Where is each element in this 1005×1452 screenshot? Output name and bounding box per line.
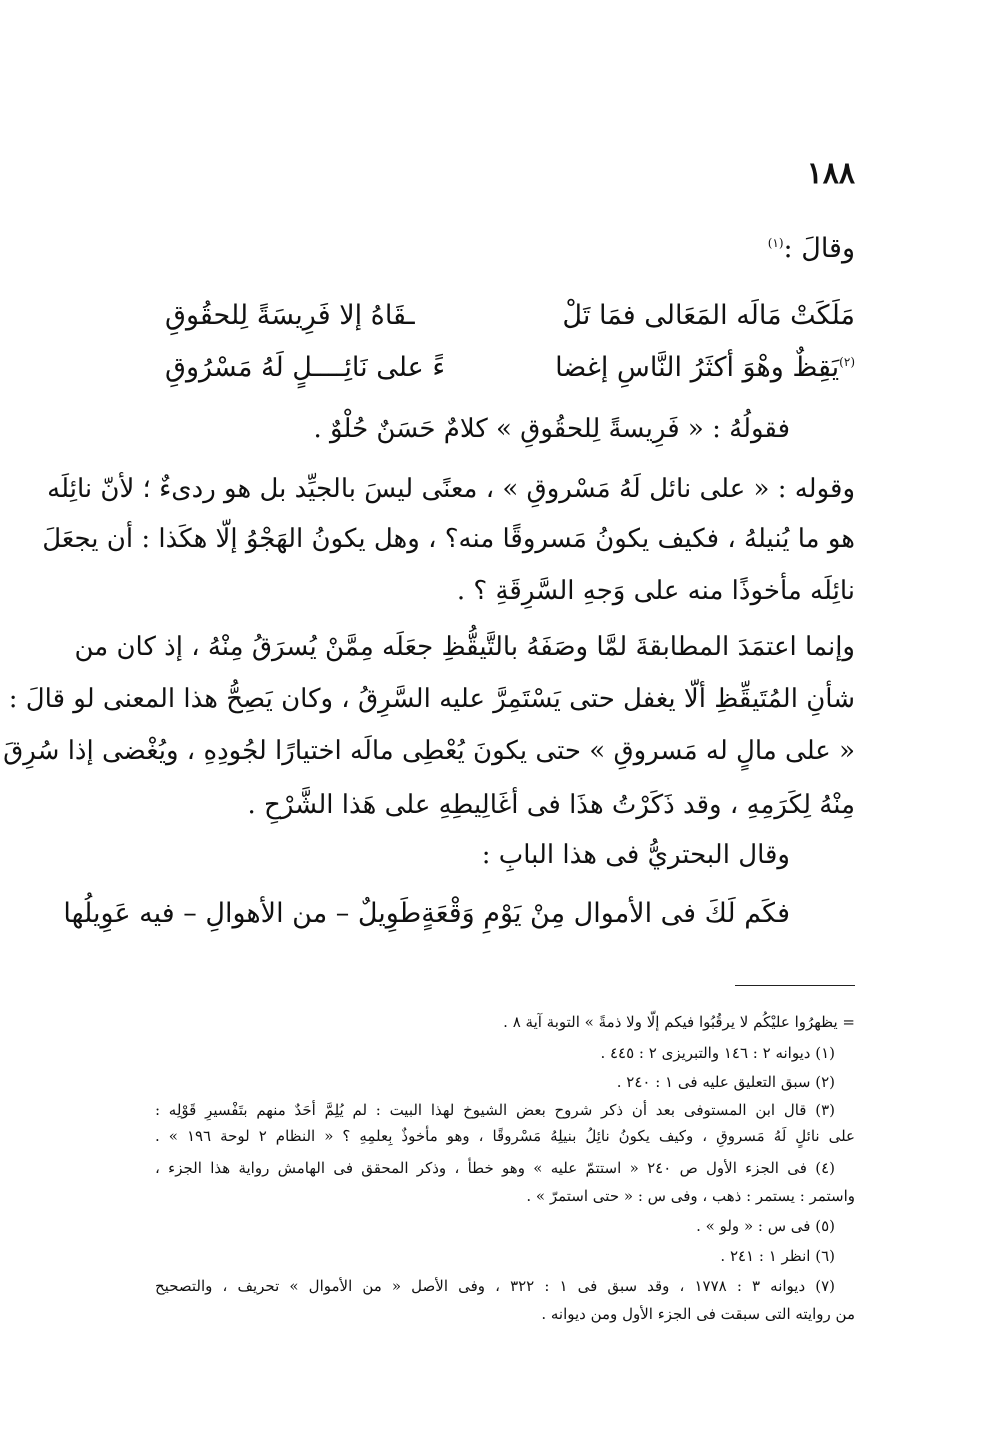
- footnote-line: (٧) ديوانه ٣ : ١٧٧٨ ، وقد سبق فى ١ : ٣٢٢ ، وفى الأصل « من الأموال » تحريف ، والتصحيح: [155, 1277, 836, 1295]
- verse-second-hemistich: ـقَاهُ إلا فَرِيسَةً لِلحقُوقِ: [165, 300, 415, 331]
- verse-line: [165, 300, 855, 331]
- footnote-divider: [735, 985, 855, 986]
- footnote-line: واستمر : يستمر : ذهب ، وفى س : « حتى استمرّ » .: [526, 1187, 855, 1205]
- verse-second-hemistich: طَوِيلٌ – من الأهوالِ – فيه عَوِيلُها: [63, 898, 422, 929]
- paragraph-line: وقوله : « على نائل لَهُ مَسْروقِ » ، معنًى ليسَ بالجيِّد بل هو ردىءٌ ؛ لأنّ نائِلَه: [47, 474, 855, 504]
- intro-line: [768, 233, 855, 264]
- final-verse: [63, 898, 790, 929]
- footnote-marker: (١): [767, 236, 784, 250]
- paragraph-line: هو ما يُنيلهُ ، فكيف يكونُ مَسروقًا منه؟ ، وهل يكونُ الهَجْوُ إلّا هكَذا : أن يجعَلَ: [42, 524, 855, 554]
- paragraph-line: مِنْهُ لِكَرَمِهِ ، وقد ذَكَرْتُ هذَا فى أغَالِيطِهِ على هَذا الشَّرْحِ .: [247, 790, 855, 820]
- intro-text: وقالَ :: [783, 233, 855, 264]
- verse-second-hemistich: ءً على نَائِــــلٍ لَهُ مَسْرُوقِ: [165, 352, 446, 383]
- page-number: ١٨٨: [806, 156, 855, 191]
- verse-first-hemistich: مَلَكَتْ مَالَه المَعَالى فمَا تَلْ: [562, 300, 855, 331]
- verse-line: [165, 352, 855, 383]
- paragraph-line: « على مالٍ له مَسروقِ » حتى يكونَ يُعْطِى مالَه اختيارًا لجُودِهِ ، ويُغْضى إذا سُرِقَ: [3, 736, 855, 766]
- verse-first-hemistich: $^{(٢)}$يَقِظٌ وهْوَ أكثَرُ النَّاسِ إغضا: [555, 352, 855, 383]
- verse-first-hemistich: فكَم لَكَ فى الأموال مِنْ يَوْمِ وَقْعَةٍ: [421, 898, 790, 929]
- paragraph-line: فقولُهُ : « فَرِيسةً لِلحقُوقِ » كلامٌ حَسَنٌ حُلْوٌ .: [313, 414, 790, 444]
- paragraph-line: وقال البحتريُّ فى هذا البابِ :: [481, 840, 790, 870]
- footnote-line: (٦) انظر ١ : ٢٤١ .: [720, 1247, 835, 1265]
- footnote-marker: (٢): [839, 355, 855, 369]
- footnote-line: (٤) فى الجزء الأول ص ٢٤٠ « استتمّ عليه » وهو خطأ ، وذكر المحقق فى الهامش رواية هذا الجزء ،: [155, 1159, 835, 1177]
- footnote-line: على نائلٍ لَهُ مَسروقِ ، وكيف يكونُ نائِلُ بنيلِهُ مَسْروقًا ، وهو مأخوذٌ بِعلمِهِ ؟ « النظام ٢ لوحة ١٩٦ » .: [155, 1127, 855, 1145]
- paragraph-line: نائِلَه مأخوذًا منه على وَجهِ السَّرِقَةِ ؟ .: [456, 576, 855, 606]
- footnote-line: (٣) قال ابن المستوفى بعد أن ذكر شروح بعض الشيوخ لهذا البيت : لم يُلِمَّ أحَدٌ منهم بتَفْسيرِ قَوْلِه :: [155, 1101, 835, 1119]
- paragraph-line: وإنما اعتمَدَ المطابقةَ لمَّا وصَفَهُ بالتَّيقُّظِ جعَلَه مِمَّنْ يُسرَقُ مِنْهُ ، إذ كان من: [74, 632, 855, 662]
- footnote-line: (٢) سبق التعليق عليه فى ١ : ٢٤٠ .: [616, 1073, 835, 1091]
- paragraph-line: شأنِ المُتَيقِّظِ ألّا يغفل حتى يَسْتَمِرَّ عليه السَّرِقُ ، وكان يَصِحُّ هذا المعنى لو قالَ :: [8, 684, 855, 714]
- footnote-line: (١) ديوانه ٢ : ١٤٦ والتبريزى ٢ : ٤٤٥ .: [600, 1044, 835, 1062]
- footnote-line: = يظهرُوا عليْكُم لا يرقُبُوا فيكم إلّا ولا ذمةً » التوبة آية ٨ .: [503, 1013, 855, 1031]
- footnote-line: (٥) فى س : « ولو » .: [696, 1217, 835, 1235]
- footnote-line: من روايته التى سبقت فى الجزء الأول ومن ديوانه .: [541, 1305, 855, 1323]
